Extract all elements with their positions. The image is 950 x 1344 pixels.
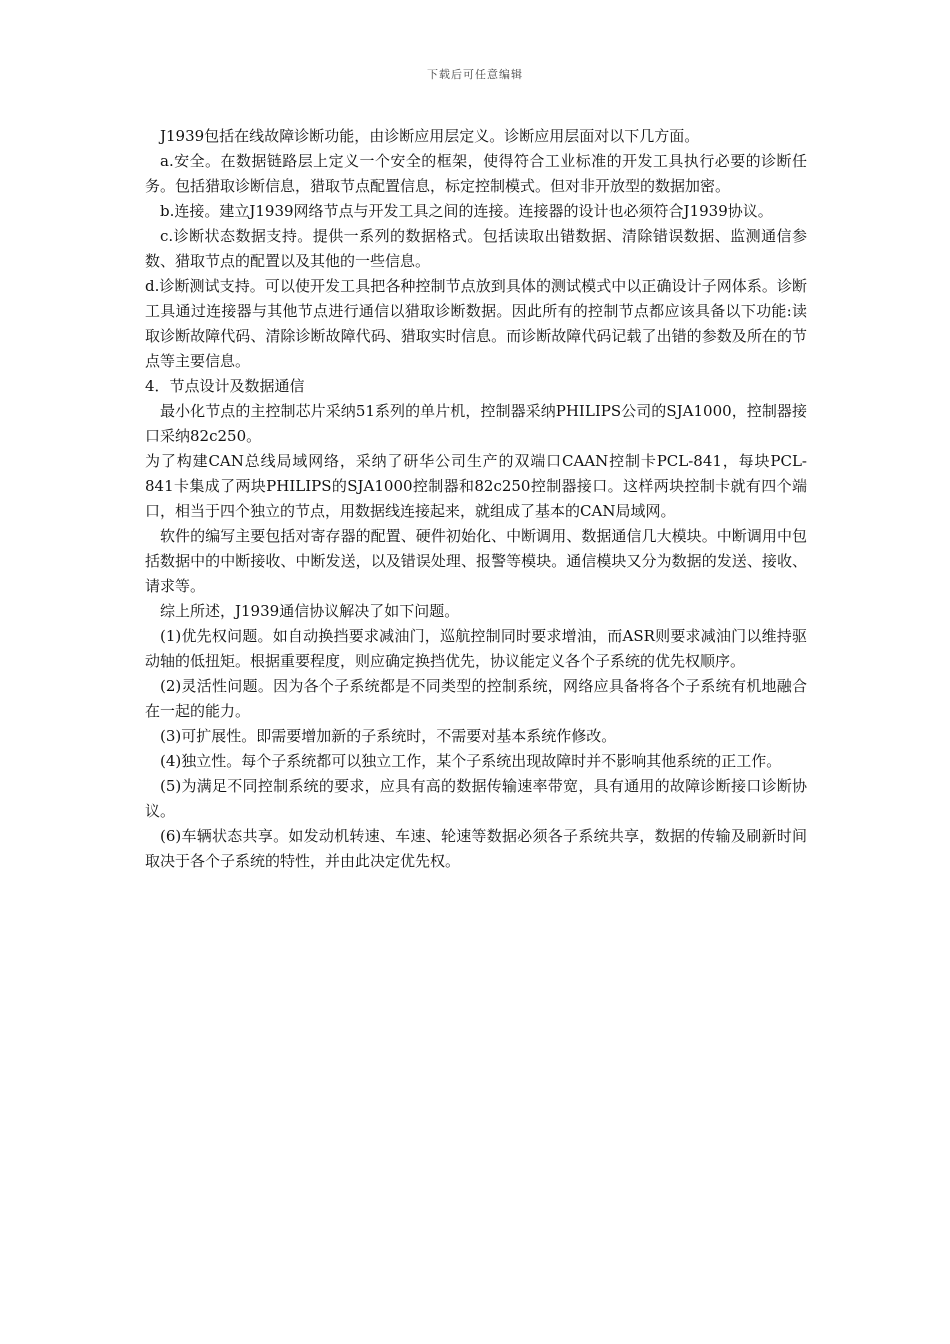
paragraph-item-a-security: a.安全。在数据链路层上定义一个安全的框架，使得符合工业标准的开发工具执行必要的诊断任务。包括猎取诊断信息，猎取节点配置信息，标定控制模式。但对非开放型的数据加密。 xyxy=(145,152,807,195)
paragraph-problem-5-bandwidth: (5)为满足不同控制系统的要求，应具有高的数据传输速率带宽，具有通用的故障诊断接口诊断协议。 xyxy=(145,777,807,820)
paragraph-software: 软件的编写主要包括对寄存器的配置、硬件初始化、中断调用、数据通信几大模块。中断调用中包括数据中的中断接收、中断发送，以及错误处理、报警等模块。通信模块又分为数据的发送、接收、请求等。 xyxy=(145,527,807,595)
paragraph-problem-3-extensibility: (3)可扩展性。即需要增加新的子系统时，不需要对基本系统作修改。 xyxy=(160,727,617,745)
paragraph-summary: 综上所述，J1939通信协议解决了如下问题。 xyxy=(160,602,460,620)
paragraph-problem-1-priority: (1)优先权问题。如自动换挡要求减油门，巡航控制同时要求增油，而ASR则要求减油门以维持驱动轴的低扭矩。根据重要程度，则应确定换挡优先，协议能定义各个子系统的优先权顺序。 xyxy=(145,627,807,670)
paragraph-problem-4-independence: (4)独立性。每个子系统都可以独立工作，某个子系统出现故障时并不影响其他系统的正工作。 xyxy=(160,752,782,770)
paragraph-item-b-connection: b.连接。建立J1939网络节点与开发工具之间的连接。连接器的设计也必须符合J1939协议。 xyxy=(160,202,773,220)
paragraph-j1939-intro: J1939包括在线故障诊断功能，由诊断应用层定义。诊断应用层面对以下几方面。 xyxy=(160,127,700,145)
paragraph-item-d-diagnostic-test: d.诊断测试支持。可以使开发工具把各种控制节点放到具体的测试模式中以正确设计子网体系。诊断工具通过连接器与其他节点进行通信以猎取诊断数据。因此所有的控制节点都应该具备以下功能:读取诊断故障代码、清除诊断故障代码、猎取实时信息。而诊断故障代码记载了出错的参数及所在的节点等主要信息。 xyxy=(145,277,807,370)
document-body xyxy=(145,124,807,874)
header-note: 下载后可任意编辑 xyxy=(427,68,523,81)
paragraph-can-network: 为了构建CAN总线局域网络，采纳了研华公司生产的双端口CAAN控制卡PCL-841，每块PCL-841卡集成了两块PHILIPS的SJA1000控制器和82c250控制器接口。这样两块控制卡就有四个端口，相当于四个独立的节点，用数据线连接起来，就组成了基本的CAN局域网。 xyxy=(145,452,807,520)
section-heading-node-design: 4．节点设计及数据通信 xyxy=(145,377,305,395)
paragraph-problem-2-flexibility: (2)灵活性问题。因为各个子系统都是不同类型的控制系统，网络应具备将各个子系统有机地融合在一起的能力。 xyxy=(145,677,807,720)
paragraph-item-c-diagnostic-status: c.诊断状态数据支持。提供一系列的数据格式。包括读取出错数据、清除错误数据、监测通信参数、猎取节点的配置以及其他的一些信息。 xyxy=(145,227,807,270)
paragraph-minimal-node: 最小化节点的主控制芯片采纳51系列的单片机，控制器采纳PHILIPS公司的SJA1000，控制器接口采纳82c250。 xyxy=(145,402,807,445)
paragraph-problem-6-state-sharing: (6)车辆状态共享。如发动机转速、车速、轮速等数据必须各子系统共享，数据的传输及刷新时间取决于各个子系统的特性，并由此决定优先权。 xyxy=(145,827,807,870)
